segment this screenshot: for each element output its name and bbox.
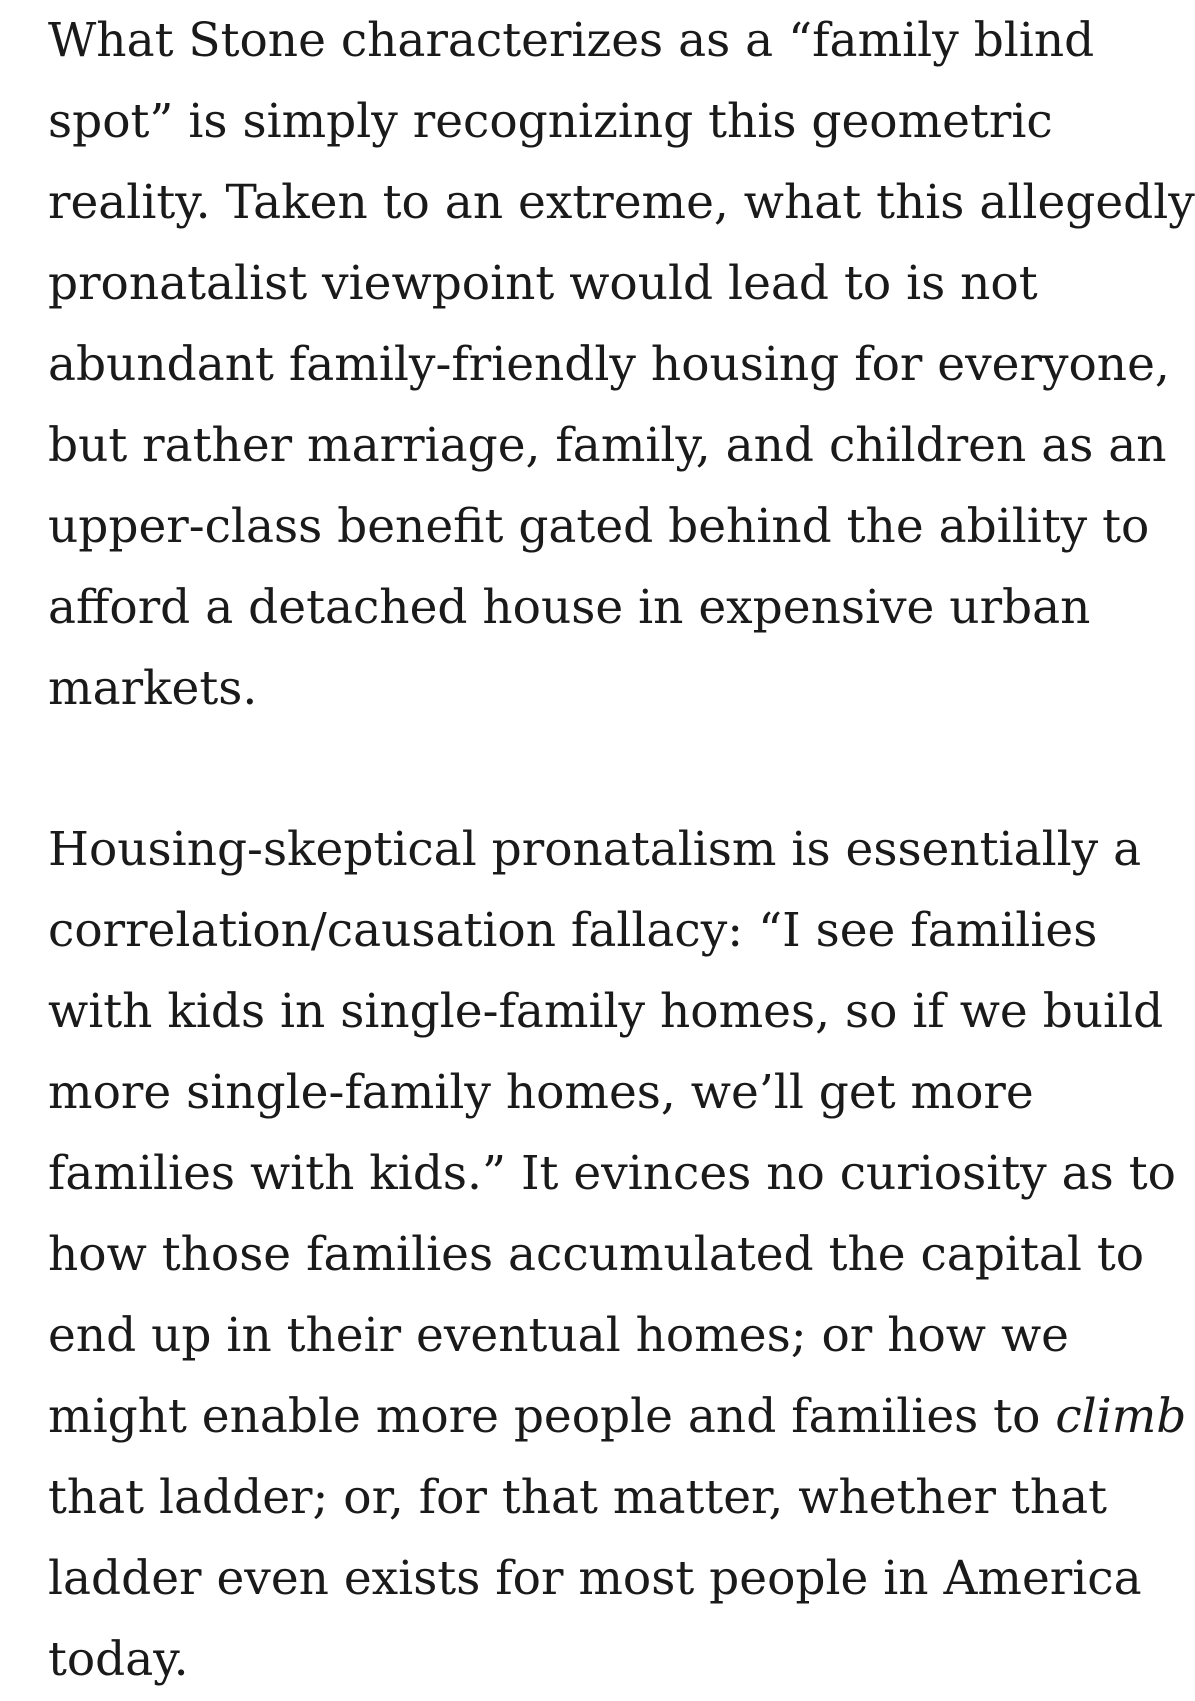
text-line: spot” is simply recognizing this geometric (48, 94, 1053, 149)
text-line: more single-family homes, we’ll get more (48, 1065, 1034, 1120)
text-line: but rather marriage, family, and children as an (48, 418, 1167, 473)
text-line: afford a detached house in expensive urban (48, 580, 1091, 635)
text-line: end up in their eventual homes; or how we (48, 1308, 1069, 1363)
text-segment: might enable more people and families to (48, 1389, 1056, 1444)
text-line: upper-class benefit gated behind the ability to (48, 499, 1150, 554)
text-line: how those families accumulated the capital to (48, 1227, 1145, 1282)
article-body (48, 0, 1195, 1700)
text-line: with kids in single-family homes, so if we build (48, 984, 1164, 1039)
text-line: correlation/causation fallacy: “I see families (48, 903, 1098, 958)
paragraph-2 (48, 809, 1187, 1700)
text-line: Housing-skeptical pronatalism is essentially a (48, 822, 1142, 877)
text-line: abundant family-friendly housing for everyone, (48, 337, 1170, 392)
text-line: reality. Taken to an extreme, what this allegedly (48, 175, 1195, 230)
text-line: pronatalist viewpoint would lead to is not (48, 256, 1038, 311)
text-line: families with kids.” It evinces no curiosity as to (48, 1146, 1176, 1201)
text-line: that ladder; or, for that matter, whether that (48, 1470, 1107, 1525)
text-line: ladder even exists for most people in America (48, 1551, 1142, 1606)
paragraph-spacer (48, 729, 1128, 809)
text-line: markets. (48, 661, 258, 716)
emphasis-word: climb (1055, 1389, 1187, 1444)
text-line-with-emphasis (48, 1376, 1187, 1457)
text-line: What Stone characterizes as a “family blind (48, 13, 1095, 68)
paragraph-1 (48, 0, 1195, 729)
text-line: today. (48, 1632, 189, 1687)
